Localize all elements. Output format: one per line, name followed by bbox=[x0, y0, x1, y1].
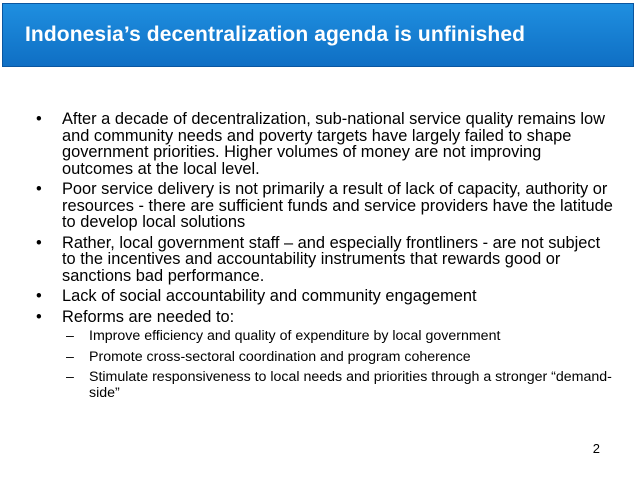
sub-bullet-marker: – bbox=[66, 348, 74, 365]
sub-bullet-text: Stimulate responsiveness to local needs and priorities through a stronger “demand-side” bbox=[89, 369, 612, 401]
bullet-item bbox=[36, 181, 614, 231]
page-number: 2 bbox=[592, 441, 600, 456]
bullet-marker: • bbox=[36, 307, 42, 326]
bullet-text: Poor service delivery is not primarily a result of lack of capacity, authority or resources - there are sufficient funds and service providers have the latitude to develop local solutions bbox=[62, 180, 613, 231]
bullet-text: After a decade of decentralization, sub-national service quality remains low and community needs and poverty targets have largely failed to shape government priorities. Higher volumes of money are not improving outcomes at the local level. bbox=[62, 110, 606, 178]
bullet-marker: • bbox=[36, 233, 42, 252]
sub-bullet-text: Improve efficiency and quality of expenditure by local government bbox=[89, 328, 501, 344]
slide-title: Indonesia’s decentralization agenda is unfinished bbox=[25, 23, 526, 46]
sub-bullet-marker: – bbox=[66, 369, 74, 385]
bullet-text: Lack of social accountability and community engagement bbox=[62, 287, 477, 305]
sub-bullet-text: Promote cross-sectoral coordination and program coherence bbox=[89, 348, 471, 365]
slide-content bbox=[36, 111, 614, 406]
title-bar bbox=[2, 3, 634, 67]
bullet-item bbox=[36, 235, 614, 285]
sub-bullet-item bbox=[36, 329, 614, 345]
bullet-item bbox=[36, 111, 614, 177]
bullet-item bbox=[36, 309, 614, 326]
sub-bullet-marker: – bbox=[66, 328, 74, 344]
bullet-item bbox=[36, 288, 614, 305]
bullet-marker: • bbox=[36, 110, 42, 128]
bullet-marker: • bbox=[36, 180, 42, 198]
bullet-text: Reforms are needed to: bbox=[62, 307, 235, 326]
sub-bullet-list bbox=[36, 329, 614, 401]
bullet-marker: • bbox=[36, 287, 42, 305]
sub-bullet-item bbox=[36, 370, 614, 401]
bullet-text: Rather, local government staff – and especially frontliners - are not subject to the incentives and accountability instruments that rewards good or sanctions bad performance. bbox=[62, 233, 601, 285]
sub-bullet-item bbox=[36, 350, 614, 366]
